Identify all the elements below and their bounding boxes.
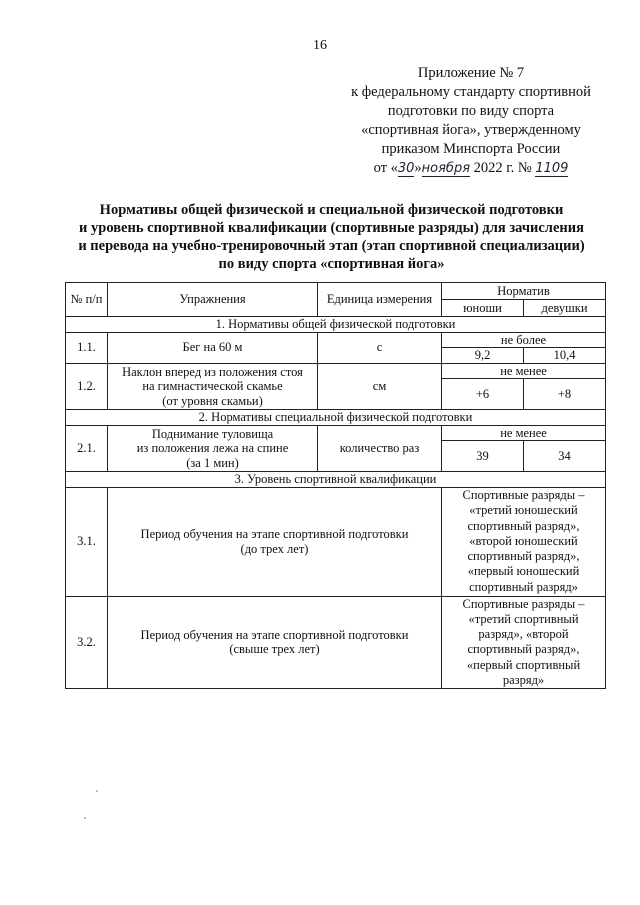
row-qualifier: не менее: [442, 425, 606, 441]
rank-line: спортивный разряд»,: [467, 549, 580, 564]
row-exercise: [108, 425, 318, 472]
appendix-line: к федеральному стандарту спортивной: [351, 84, 591, 100]
rank-line: «третий спортивный: [468, 611, 579, 626]
exercise-line: на гимнастической скамье: [142, 379, 283, 393]
row-period: [108, 487, 442, 596]
row-qualifier: не менее: [442, 363, 606, 379]
date-month-handwritten: ноября: [421, 161, 471, 176]
value-girls: 10,4: [524, 348, 606, 364]
title-line: и уровень спортивной квалификации (спортивные разряды) для зачисления: [79, 220, 584, 236]
row-number: 1.1.: [66, 332, 108, 363]
value-boys: 39: [442, 441, 524, 472]
exercise-line: Наклон вперед из положения стоя: [122, 364, 303, 379]
header-boys: юноши: [442, 300, 524, 317]
header-row: [66, 283, 606, 300]
section-title: 1. Нормативы общей физической подготовки: [66, 317, 606, 333]
section-row: [66, 317, 606, 333]
exercise-line: (от уровня скамьи): [162, 393, 263, 408]
period-line: Период обучения на этапе спортивной подготовки: [140, 527, 409, 541]
scan-speck: [84, 817, 86, 819]
scan-speck: [96, 790, 98, 792]
value-boys: +6: [442, 379, 524, 410]
row-exercise: Бег на 60 м: [108, 332, 318, 363]
title-line: и перевода на учебно-тренировочный этап (этап спортивной специализации): [78, 238, 585, 254]
appendix-line: приказом Минспорта России: [381, 141, 561, 157]
period-line: (до трех лет): [240, 541, 309, 556]
rank-line: Спортивные разряды –: [462, 596, 585, 611]
value-girls: 34: [524, 441, 606, 472]
rank-line: Спортивные разряды –: [462, 487, 585, 502]
table-row: [66, 425, 606, 441]
value-boys: 9,2: [442, 348, 524, 364]
title-line: Нормативы общей физической и специальной физической подготовки: [99, 202, 564, 218]
period-line: (свыше трех лет): [229, 642, 320, 657]
row-exercise: [108, 363, 318, 410]
header-girls: девушки: [524, 300, 606, 317]
appendix-line: «спортивная йога», утвержденному: [361, 122, 581, 138]
row-number: 3.2.: [66, 596, 108, 689]
row-sport-ranks: [442, 487, 606, 596]
rank-line: разряд»: [502, 672, 545, 687]
rank-line: спортивный разряд»,: [467, 518, 580, 533]
table-row: [66, 596, 606, 689]
rank-line: «первый спортивный: [466, 657, 581, 672]
header-exercise: Упражнения: [108, 283, 318, 317]
header-num: № п/п: [66, 283, 108, 317]
rank-line: спортивный разряд»,: [467, 642, 580, 657]
row-unit: см: [318, 363, 442, 410]
section-row: [66, 472, 606, 488]
section-title: 3. Уровень спортивной квалификации: [66, 472, 606, 488]
section-row: [66, 410, 606, 426]
appendix-line: подготовки по виду спорта: [387, 103, 555, 119]
row-qualifier: не более: [442, 332, 606, 348]
row-unit: количество раз: [318, 425, 442, 472]
exercise-line: Поднимание туловища: [151, 426, 274, 441]
row-unit: с: [318, 332, 442, 363]
standards-table: [65, 282, 606, 689]
period-line: Период обучения на этапе спортивной подготовки: [140, 627, 409, 642]
order-date-line: [340, 159, 602, 178]
document-title: [40, 201, 623, 273]
row-period: [108, 596, 442, 689]
header-unit: Единица измерения: [318, 283, 442, 317]
rank-line: разряд», «второй: [478, 627, 569, 642]
exercise-line: (за 1 мин): [186, 455, 239, 470]
row-sport-ranks: [442, 596, 606, 689]
value-girls: +8: [524, 379, 606, 410]
row-number: 3.1.: [66, 487, 108, 596]
table-row: [66, 363, 606, 379]
appendix-header: [340, 64, 602, 178]
exercise-line: из положения лежа на спине: [136, 441, 289, 455]
rank-line: «второй юношеский: [469, 533, 578, 548]
section-title: 2. Нормативы специальной физической подготовки: [66, 410, 606, 426]
rank-line: спортивный разряд»: [469, 579, 578, 594]
date-prefix: от «: [373, 160, 398, 176]
header-norm: Норматив: [442, 283, 606, 300]
row-number: 1.2.: [66, 363, 108, 410]
rank-line: «первый юношеский: [467, 564, 580, 579]
title-line: по виду спорта «спортивная йога»: [218, 256, 445, 272]
page-number: 16: [313, 38, 327, 53]
rank-line: «третий юношеский: [469, 503, 578, 518]
date-day-handwritten: 30: [397, 161, 415, 176]
order-number-handwritten: 1109: [535, 161, 569, 176]
date-year: 2022 г. №: [470, 160, 536, 176]
row-number: 2.1.: [66, 425, 108, 472]
appendix-line: Приложение № 7: [417, 65, 525, 81]
table-row: [66, 487, 606, 596]
date-mid: »: [414, 160, 422, 176]
table-row: [66, 332, 606, 348]
